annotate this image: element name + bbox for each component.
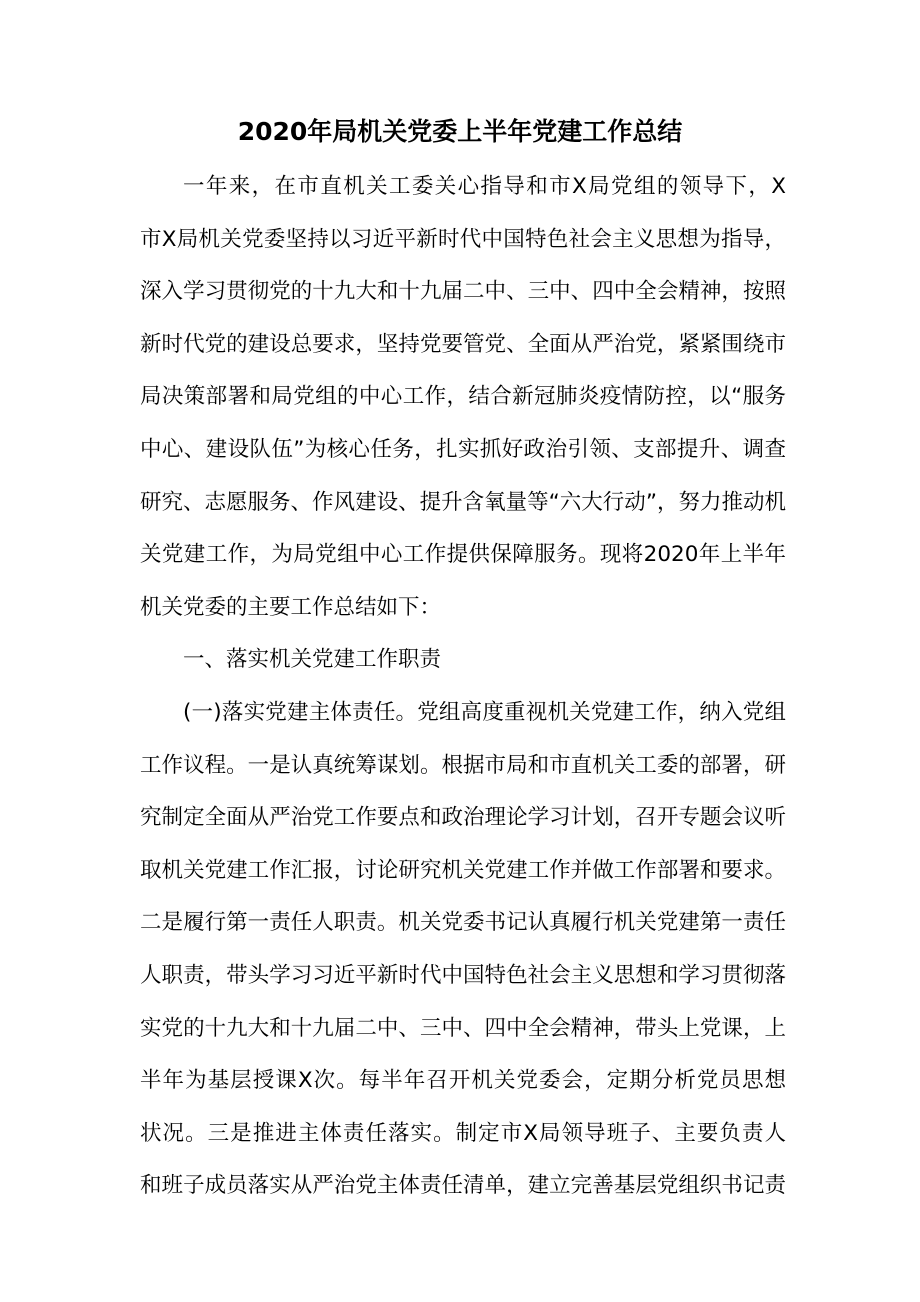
paragraph-line: 局决策部署和局党组的中心工作，结合新冠肺炎疫情防控，以“服务 <box>140 384 786 410</box>
paragraph-line: 市X局机关党委坚持以习近平新时代中国特色社会主义思想为指导， <box>140 226 786 252</box>
section-heading: 一、落实机关党建工作职责 <box>183 647 442 673</box>
document-body <box>140 164 786 1216</box>
paragraph-line: 二是履行第一责任人职责。机关党委书记认真履行机关党建第一责任 <box>140 910 786 936</box>
paragraph-line: 机关党委的主要工作总结如下： <box>140 594 442 620</box>
paragraph-line: (一)落实党建主体责任。党组高度重视机关党建工作，纳入党组 <box>183 699 786 725</box>
paragraph-line: 中心、建设队伍”为核心任务，扎实抓好政治引领、支部提升、调查 <box>140 436 786 462</box>
paragraph-line: 研究、志愿服务、作风建设、提升含氧量等“六大行动”，努力推动机 <box>140 489 786 515</box>
paragraph-line: 新时代党的建设总要求，坚持党要管党、全面从严治党，紧紧围绕市 <box>140 331 786 357</box>
paragraph-line: 实党的十九大和十九届二中、三中、四中全会精神，带头上党课，上 <box>140 1015 786 1041</box>
document-title: 2020年局机关党委上半年党建工作总结 <box>237 117 683 146</box>
paragraph-line: 半年为基层授课X次。每半年召开机关党委会，定期分析党员思想 <box>140 1068 786 1094</box>
paragraph-line: 和班子成员落实从严治党主体责任清单，建立完善基层党组织书记责 <box>140 1173 786 1199</box>
paragraph-line: 人职责，带头学习习近平新时代中国特色社会主义思想和学习贯彻落 <box>140 962 786 988</box>
paragraph-line: 究制定全面从严治党工作要点和政治理论学习计划，召开专题会议听 <box>140 805 786 831</box>
paragraph-line: 状况。三是推进主体责任落实。制定市X局领导班子、主要负责人 <box>140 1120 786 1146</box>
paragraph-line: 工作议程。一是认真统筹谋划。根据市局和市直机关工委的部署，研 <box>140 752 786 778</box>
paragraph-line: 深入学习贯彻党的十九大和十九届二中、三中、四中全会精神，按照 <box>140 279 786 305</box>
paragraph-line: 关党建工作，为局党组中心工作提供保障服务。现将2020年上半年 <box>140 542 786 568</box>
paragraph-line: 一年来，在市直机关工委关心指导和市X局党组的领导下，X <box>183 174 786 199</box>
paragraph-line: 取机关党建工作汇报，讨论研究机关党建工作并做工作部署和要求。 <box>140 857 786 883</box>
